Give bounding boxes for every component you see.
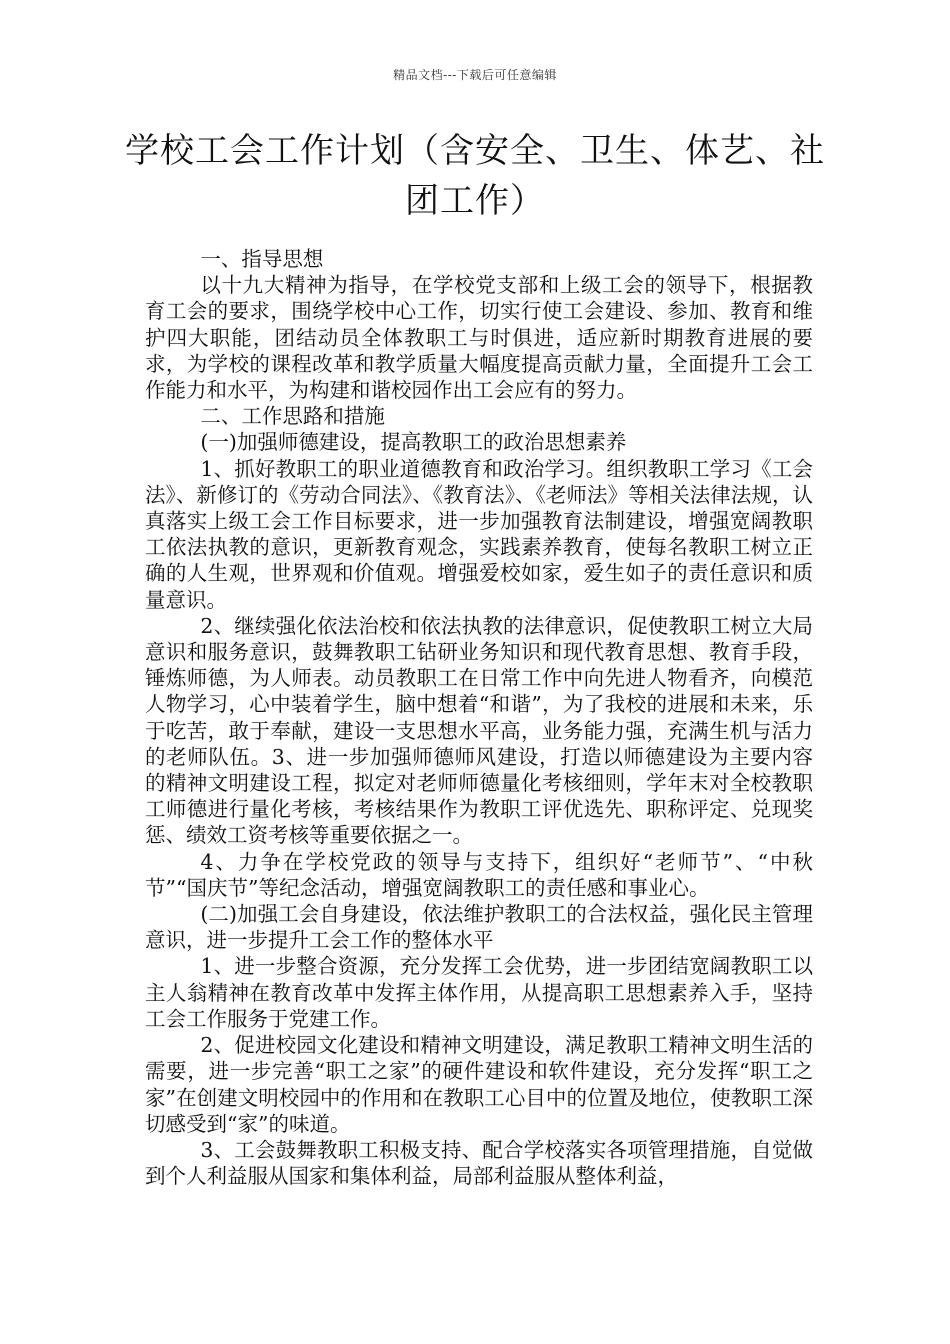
body-paragraph: 2、继续强化依法治校和依法执教的法律意识，促使教职工树立大局意识和服务意识，鼓舞教职工钻研业务知识和现代教育思想、教育手段，锤炼师德，为人师表。动员教职工在日常工作中向先进人物看齐，向模范人物学习，心中装着学生，脑中想着“和谐”，为了我校的进展和未来，乐于吃苦，敢于奉献，建设一支思想水平高，业务能力强，充满生机与活力的老师队伍。3、进一步加强师德师风建设，打造以师德建设为主要内容的精神文明建设工程，拟定对老师师德量化考核细则，学年末对全校教职工师德进行量化考核，考核结果作为教职工评优选先、职称评定、兑现奖惩、绩效工资考核等重要依据之一。 <box>145 613 813 848</box>
body-paragraph: 1、抓好教职工的职业道德教育和政治学习。组织教职工学习《工会法》、新修订的《劳动合同法》、《教育法》、《老师法》等相关法律法规，认真落实上级工会工作目标要求，进一步加强教育法制建设，增强宽阔教职工依法执教的意识，更新教育观念，实践素养教育，使每名教职工树立正确的人生观，世界观和价值观。增强爱校如家，爱生如子的责任意识和质量意识。 <box>145 456 813 612</box>
subsection-heading-union-building: (二)加强工会自身建设，依法维护教职工的合法权益，强化民主管理意识，进一步提升工会工作的整体水平 <box>145 902 813 953</box>
document-body <box>145 246 813 1189</box>
body-paragraph: 4、力争在学校党政的领导与支持下，组织好“老师节”、“中秋节”“国庆节”等纪念活动，增强宽阔教职工的责任感和事业心。 <box>145 849 813 900</box>
body-paragraph: 2、促进校园文化建设和精神文明建设，满足教职工精神文明生活的需要，进一步完善“职工之家”的硬件建设和软件建设，充分发挥“职工之家”在创建文明校园中的作用和在教职工心目中的位置及地位，使教职工深切感受到“家”的味道。 <box>145 1033 813 1136</box>
body-paragraph: 3、工会鼓舞教职工积极支持、配合学校落实各项管理措施，自觉做到个人利益服从国家和集体利益，局部利益服从整体利益， <box>145 1137 813 1189</box>
document-title: 学校工会工作计划（含安全、卫生、体艺、社团工作） <box>125 131 825 221</box>
header-note: 精品文档---下载后可任意编辑 <box>393 68 557 82</box>
section-heading-work-measures: 二、工作思路和措施 <box>200 404 385 429</box>
section-heading-guiding-ideology: 一、指导思想 <box>200 247 324 271</box>
body-paragraph: 以十九大精神为指导，在学校党支部和上级工会的领导下，根据教育工会的要求，围绕学校中心工作，切实行使工会建设、参加、教育和维护四大职能，团结动员全体教职工与时俱进，适应新时期教育进展的要求，为学校的课程改革和教学质量大幅度提高贡献力量，全面提升工会工作能力和水平，为构建和谐校园作出工会应有的努力。 <box>145 273 813 403</box>
body-paragraph: 1、进一步整合资源，充分发挥工会优势，进一步团结宽阔教职工以主人翁精神在教育改革中发挥主体作用，从提高职工思想素养入手，坚持工会工作服务于党建工作。 <box>145 954 813 1031</box>
subsection-heading-teacher-ethics: (一)加强师德建设，提高教职工的政治思想素养 <box>200 430 627 455</box>
